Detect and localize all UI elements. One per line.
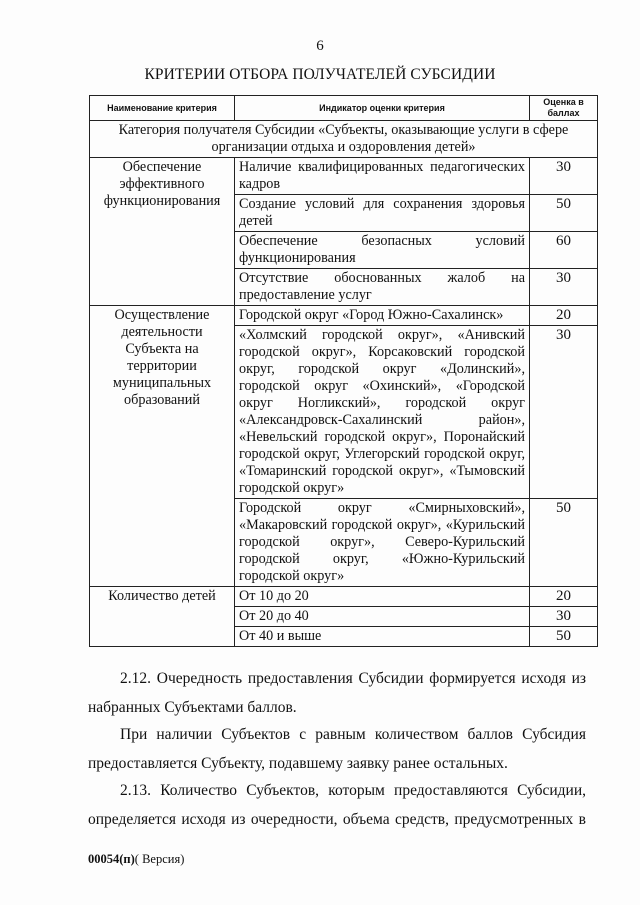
indicator-cell: Наличие квалифицированных педагогических кадров (235, 158, 530, 195)
score-cell: 30 (530, 158, 598, 195)
paragraph-line: предоставляется Субъекту, подавшему заявку ранее остальных. (88, 755, 508, 772)
document-title: КРИТЕРИИ ОТБОРА ПОЛУЧАТЕЛЕЙ СУБСИДИИ (144, 66, 496, 83)
criteria-table (89, 95, 598, 647)
document-version: ( Версия) (134, 852, 185, 866)
criterion-name: Количество детей (90, 587, 235, 647)
score-cell: 30 (530, 269, 598, 306)
paragraph-line: определяется исходя из очередности, объема средств, предусмотренных в (88, 811, 586, 828)
paragraph-line: набранных Субъектами баллов. (88, 699, 297, 716)
score-cell: 60 (530, 232, 598, 269)
header-indicator: Индикатор оценки критерия (235, 96, 530, 121)
indicator-cell: «Холмский городской округ», «Анивский городской округ», Корсаковский городской округ, городской округ «Долинский», городской округ «Охинский», «Городской округ Ногликский», городской округ «Александровск-Сахалинский район», «Невельский городской округ», Поронайский городской округ, Углегорский городской округ, «Томаринский городской округ», «Тымовский городской округ» (235, 326, 530, 499)
table-row (90, 158, 598, 195)
table-header-row (90, 96, 598, 121)
criterion-name: Осуществление деятельности Субъекта на территории муниципальных образований (90, 306, 235, 587)
paragraph-equal-scores (88, 720, 586, 778)
score-cell: 30 (530, 607, 598, 627)
table-row (90, 587, 598, 607)
indicator-cell: Создание условий для сохранения здоровья детей (235, 195, 530, 232)
table-row (90, 306, 598, 326)
indicator-cell: Городской округ «Смирныховский», «Макаровский городской округ», «Курильский городской округ», Северо-Курильский городской округ, «Южно-Курильский городской округ» (235, 499, 530, 587)
category-cell: Категория получателя Субсидии «Субъекты, оказывающие услуги в сфере организации отдыха и оздоровления детей» (90, 121, 598, 158)
indicator-cell: От 10 до 20 (235, 587, 530, 607)
paragraph-line: 2.13. Количество Субъектов, которым предоставляются Субсидии, (120, 782, 586, 799)
header-criterion-name: Наименование критерия (90, 96, 235, 121)
indicator-cell: От 40 и выше (235, 627, 530, 647)
score-cell: 30 (530, 326, 598, 499)
score-cell: 20 (530, 587, 598, 607)
paragraph-line: При наличии Субъектов с равным количеством баллов Субсидия (120, 726, 586, 743)
paragraph-2-12 (88, 664, 586, 722)
criterion-name: Обеспечение эффективного функционирования (90, 158, 235, 306)
header-score: Оценка в баллах (530, 96, 598, 121)
page-number: 6 (316, 38, 324, 54)
score-cell: 20 (530, 306, 598, 326)
score-cell: 50 (530, 627, 598, 647)
score-cell: 50 (530, 499, 598, 587)
paragraph-2-13 (88, 776, 586, 834)
score-cell: 50 (530, 195, 598, 232)
document-code: 00054(п) (88, 852, 135, 866)
indicator-cell: От 20 до 40 (235, 607, 530, 627)
indicator-cell: Отсутствие обоснованных жалоб на предоставление услуг (235, 269, 530, 306)
footer (88, 852, 184, 867)
indicator-cell: Городской округ «Город Южно-Сахалинск» (235, 306, 530, 326)
indicator-cell: Обеспечение безопасных условий функционирования (235, 232, 530, 269)
category-row (90, 121, 598, 158)
paragraph-line: 2.12. Очередность предоставления Субсидии формируется исходя из (120, 670, 586, 687)
